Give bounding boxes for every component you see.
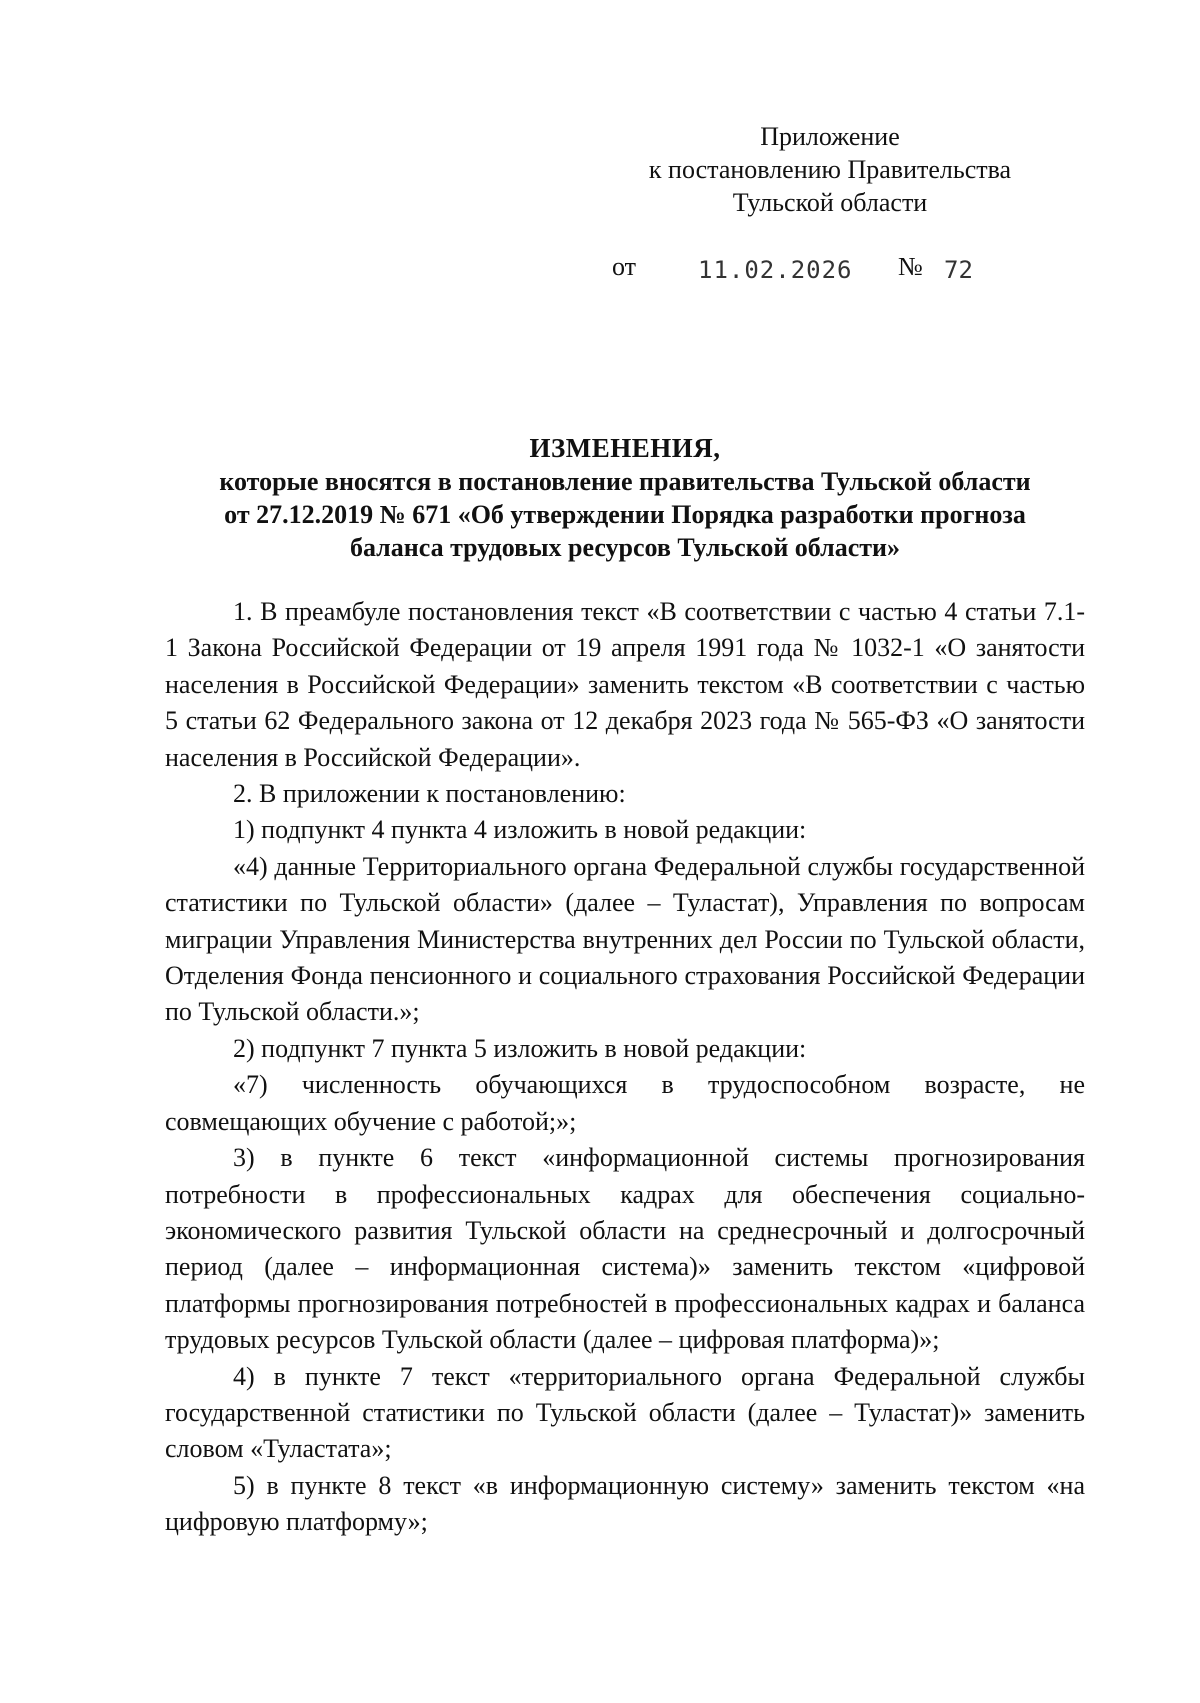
resolution-reference (612, 252, 1052, 286)
paragraph-quote-4: «4) данные Территориального органа Федеральной службы государственной статистики по Тульской области» (далее – Туластат), Управления по вопросам миграции Управления Министерства внутренних дел России по Тульской области, Отделения Фонда пенсионного и социального страхования Российской Федерации по Тульской области.»; (165, 851, 1085, 1027)
document-body (165, 594, 1085, 1541)
paragraph-item-2: 2. В приложении к постановлению: (233, 779, 626, 809)
paragraph-item-1: 1. В преамбуле постановления текст «В соответствии с частью 4 статьи 7.1-1 Закона Российской Федерации от 19 апреля 1991 года № 1032-1 «О занятости населения в Российской Федерации» заменить текстом «В соответствии с частью 5 статьи 62 Федерального закона от 12 декабря 2023 года № 565-ФЗ «О занятости населения в Российской Федерации». (165, 597, 1085, 772)
title-headline: ИЗМЕНЕНИЯ, (529, 433, 721, 463)
appendix-title: Приложение (760, 122, 900, 151)
resolution-number: 72 (944, 256, 973, 284)
appendix-header (610, 120, 1050, 219)
title-line: баланса трудовых ресурсов Тульской области» (349, 533, 901, 562)
paragraph-subitem-4: 4) в пункте 7 текст «территориального органа Федеральной службы государственной статистики по Тульской области (далее – Туластат)» заменить словом «Туластата»; (165, 1361, 1085, 1464)
paragraph-subitem-3: 3) в пункте 6 текст «информационной системы прогнозирования потребности в профессиональных кадрах для обеспечения социально-экономического развития Тульской области на среднесрочный и долгосрочный период (далее – информационная система)» заменить текстом «цифровой платформы прогнозирования потребностей в профессиональных кадрах и баланса трудовых ресурсов Тульской области (далее – цифровая платформа)»; (165, 1143, 1085, 1355)
appendix-resolution-ref: к постановлению Правительства (648, 155, 1012, 184)
appendix-region: Тульской области (732, 188, 928, 217)
number-label: № (898, 252, 923, 281)
paragraph-subitem-2: 2) подпункт 7 пункта 5 изложить в новой редакции: (233, 1033, 807, 1063)
paragraph-quote-7: «7) численность обучающихся в трудоспособном возрасте, не совмещающих обучение с работой;»; (165, 1070, 1085, 1136)
paragraph-subitem-5: 5) в пункте 8 текст «в информационную систему» заменить текстом «на цифровую платформу»; (165, 1470, 1085, 1537)
paragraph-subitem-1: 1) подпункт 4 пункта 4 изложить в новой редакции: (233, 815, 807, 845)
title-line: от 27.12.2019 № 671 «Об утверждении Порядка разработки прогноза (224, 500, 1026, 529)
document-title (150, 432, 1100, 564)
resolution-date: 11.02.2026 (698, 256, 853, 284)
title-line: которые вносятся в постановление правительства Тульской области (219, 467, 1031, 496)
from-label: от (612, 252, 637, 281)
